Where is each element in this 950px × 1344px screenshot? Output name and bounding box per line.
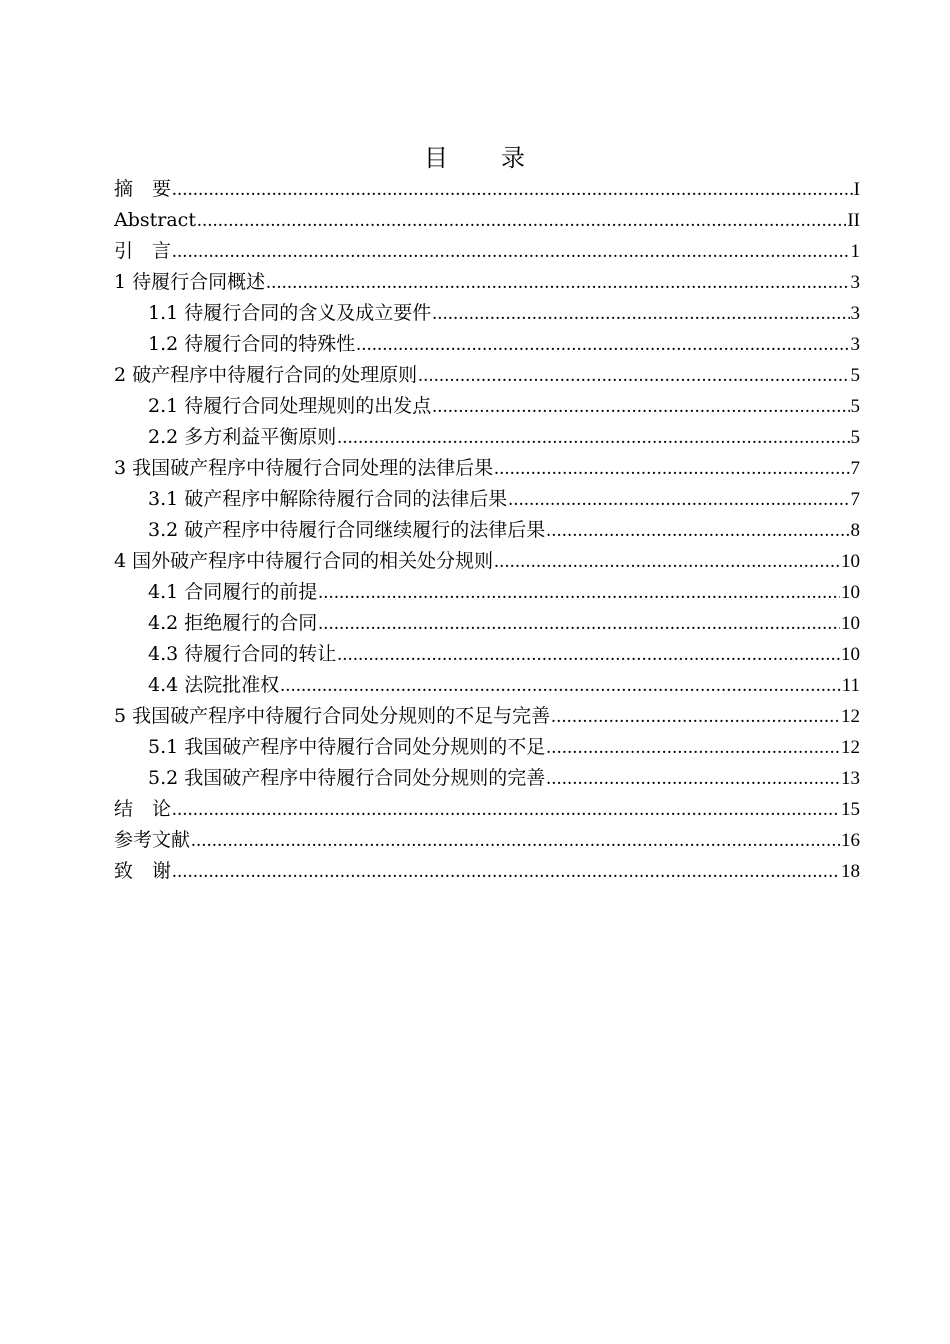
leader-dots [418,360,849,391]
toc-entry-label: 摘 要 [114,178,172,200]
toc-entry-label: 1.2 待履行合同的特殊性 [148,333,356,355]
toc-entry-section-5-1[interactable] [114,732,860,763]
toc-entry-section-3-1[interactable] [114,484,860,515]
leader-dots [546,732,840,763]
toc-entry-label: 5.2 我国破产程序中待履行合同处分规则的完善 [148,767,546,789]
leader-dots [280,670,840,701]
toc-entry-label: 致 谢 [114,860,172,882]
leader-dots [172,236,849,267]
leader-dots [432,298,849,329]
toc-entry-page: 3 [850,303,860,324]
toc-entry-label: 4.4 法院批准权 [148,674,280,696]
toc-entry-label: 4 国外破产程序中待履行合同的相关处分规则 [114,550,494,572]
toc-entry-label: Abstract [114,209,196,231]
toc-entry-section-1-2[interactable] [114,329,860,360]
toc-entry-label: 引 言 [114,240,172,262]
toc-entry-page: 10 [841,582,860,603]
leader-dots [337,422,849,453]
toc-entry-page: II [847,210,860,231]
leader-dots [432,391,849,422]
leader-dots [546,515,849,546]
toc-entry-page: 12 [841,737,860,758]
toc-entry-acknowledgements[interactable] [114,856,860,887]
toc-entry-page: 12 [841,706,860,727]
toc-entry-page: 7 [850,458,860,479]
toc-entry-label: 2.2 多方利益平衡原则 [148,426,337,448]
toc-entry-page: 5 [850,396,860,417]
leader-dots [191,825,840,856]
toc-entry-chapter-3[interactable] [114,453,860,484]
leader-dots [172,794,840,825]
table-of-contents [114,174,860,887]
leader-dots [337,639,840,670]
page-title [0,140,950,176]
toc-entry-page: 11 [841,675,860,696]
toc-entry-label: 1 待履行合同概述 [114,271,266,293]
toc-entry-section-4-4[interactable] [114,670,860,701]
toc-entry-page: 16 [841,830,860,851]
toc-entry-section-1-1[interactable] [114,298,860,329]
toc-entry-label: 1.1 待履行合同的含义及成立要件 [148,302,432,324]
toc-entry-label: 结 论 [114,798,172,820]
title-char-1: 目 [424,144,449,172]
toc-entry-page: 18 [841,861,860,882]
toc-entry-page: 10 [841,551,860,572]
toc-entry-label: 2.1 待履行合同处理规则的出发点 [148,395,432,417]
toc-entry-page: 10 [841,613,860,634]
toc-entry-label: 3 我国破产程序中待履行合同处理的法律后果 [114,457,494,479]
leader-dots [494,546,840,577]
toc-entry-chapter-4[interactable] [114,546,860,577]
toc-entry-conclusion[interactable] [114,794,860,825]
toc-entry-label: 参考文献 [114,829,191,851]
toc-entry-label: 4.2 拒绝履行的合同 [148,612,318,634]
toc-entry-label: 3.1 破产程序中解除待履行合同的法律后果 [148,488,508,510]
toc-entry-label: 4.3 待履行合同的转让 [148,643,337,665]
toc-entry-page: 5 [850,427,860,448]
toc-entry-page: I [853,179,860,200]
leader-dots [546,763,840,794]
toc-entry-section-4-2[interactable] [114,608,860,639]
toc-entry-abstract-en[interactable] [114,205,860,236]
leader-dots [172,856,840,887]
toc-entry-chapter-1[interactable] [114,267,860,298]
leader-dots [494,453,849,484]
toc-entry-label: 4.1 合同履行的前提 [148,581,318,603]
toc-entry-page: 3 [850,334,860,355]
toc-entry-section-4-1[interactable] [114,577,860,608]
toc-entry-section-4-3[interactable] [114,639,860,670]
toc-entry-page: 5 [850,365,860,386]
toc-entry-label: 5 我国破产程序中待履行合同处分规则的不足与完善 [114,705,551,727]
toc-entry-page: 7 [850,489,860,510]
toc-entry-references[interactable] [114,825,860,856]
leader-dots [318,608,840,639]
toc-entry-page: 3 [850,272,860,293]
toc-entry-introduction[interactable] [114,236,860,267]
toc-entry-label: 5.1 我国破产程序中待履行合同处分规则的不足 [148,736,546,758]
toc-entry-chapter-5[interactable] [114,701,860,732]
leader-dots [356,329,849,360]
leader-dots [172,174,853,205]
leader-dots [266,267,849,298]
leader-dots [508,484,849,515]
toc-entry-page: 13 [841,768,860,789]
toc-entry-section-3-2[interactable] [114,515,860,546]
toc-entry-page: 8 [850,520,860,541]
leader-dots [551,701,840,732]
toc-entry-abstract-cn[interactable] [114,174,860,205]
toc-entry-page: 10 [841,644,860,665]
toc-entry-page: 1 [850,241,860,262]
toc-entry-section-2-2[interactable] [114,422,860,453]
title-char-2: 录 [501,144,526,172]
toc-entry-label: 2 破产程序中待履行合同的处理原则 [114,364,418,386]
toc-entry-label: 3.2 破产程序中待履行合同继续履行的法律后果 [148,519,546,541]
toc-entry-page: 15 [841,799,860,820]
leader-dots [318,577,840,608]
toc-entry-chapter-2[interactable] [114,360,860,391]
toc-entry-section-5-2[interactable] [114,763,860,794]
leader-dots [197,205,846,236]
toc-entry-section-2-1[interactable] [114,391,860,422]
